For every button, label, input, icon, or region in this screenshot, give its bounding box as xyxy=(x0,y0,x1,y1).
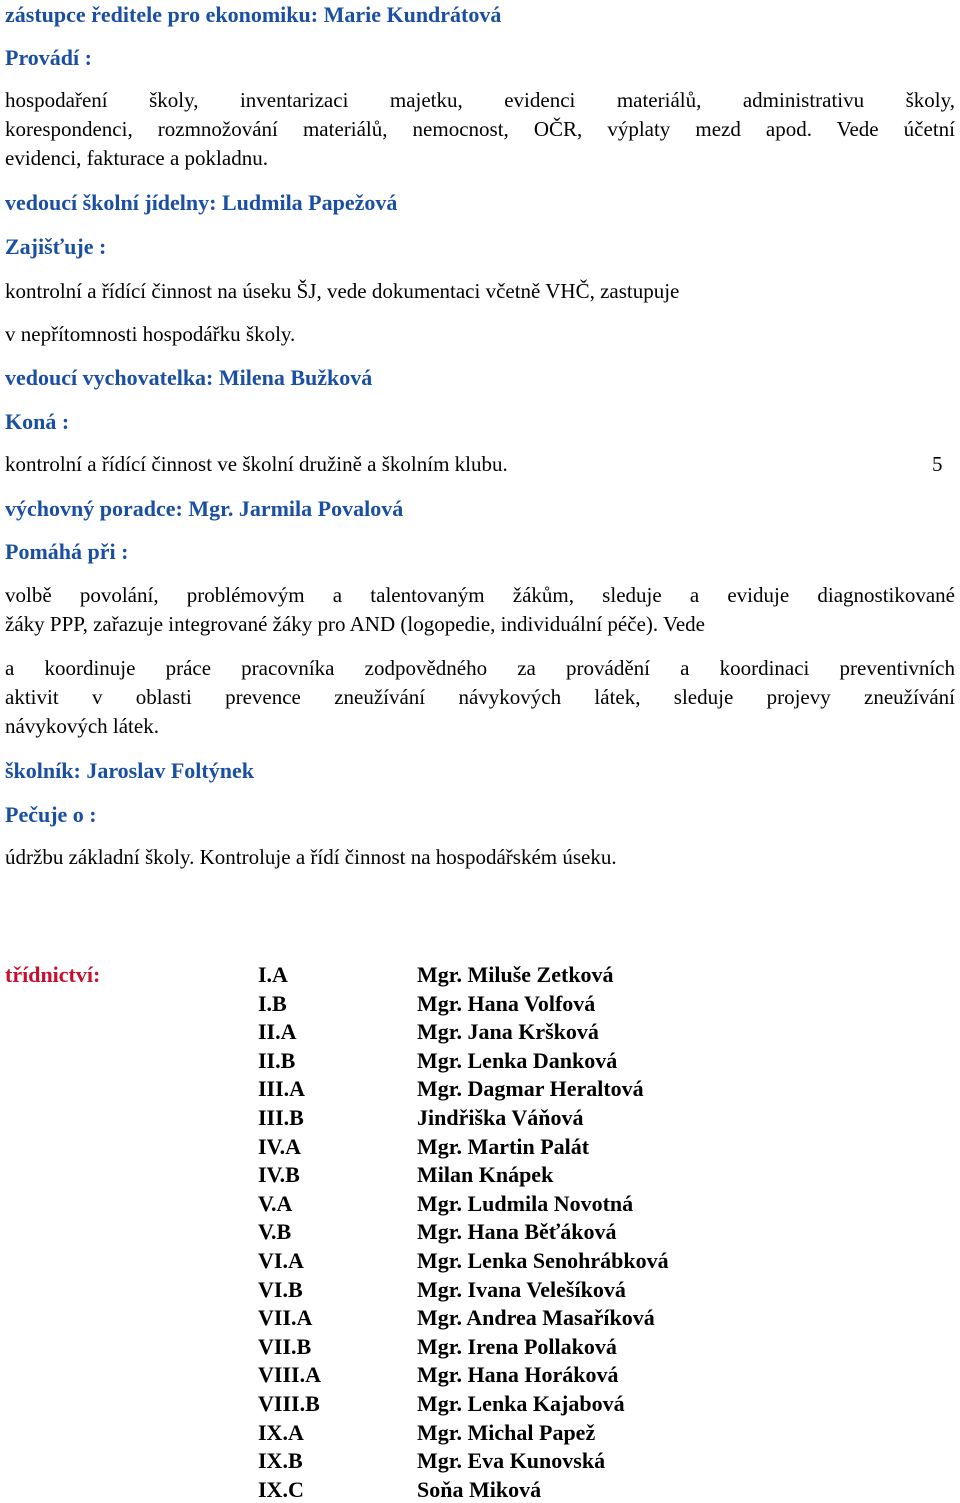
class-name: VIII.B xyxy=(258,1391,320,1416)
class-name: VII.B xyxy=(258,1334,312,1359)
class-name: VIII.A xyxy=(258,1362,321,1387)
class-name: V.B xyxy=(258,1219,292,1244)
class-teacher-name: Mgr. Martin Palát xyxy=(417,1134,590,1159)
class-teacher-name: Milan Knápek xyxy=(417,1162,554,1187)
class-name: I.B xyxy=(258,991,287,1016)
class-name: II.B xyxy=(258,1048,296,1073)
counselor-heading: výchovný poradce: Mgr. Jarmila Povalová xyxy=(5,496,404,521)
counselor-line-3: a koordinuje práce pracovníka zodpovědného za provádění a koordinaci preventivních xyxy=(5,656,955,680)
afterschool-heading: vedoucí vychovatelka: Milena Bužková xyxy=(5,365,373,390)
canteen-line-2: v nepřítomnosti hospodářku školy. xyxy=(5,322,296,346)
class-teacher-name: Mgr. Ludmila Novotná xyxy=(417,1191,634,1216)
economics-line-1: hospodaření školy, inventarizaci majetku, evidenci materiálů, administrativu školy, xyxy=(5,88,955,112)
counselor-line-1: volbě povolání, problémovým a talentovaným žákům, sleduje a eviduje diagnostikované xyxy=(5,583,955,607)
class-teacher-name: Mgr. Hana Běťáková xyxy=(417,1219,617,1244)
afterschool-line-1: kontrolní a řídící činnost ve školní družině a školním klubu. xyxy=(5,452,508,476)
class-teacher-name: Mgr. Lenka Kajabová xyxy=(417,1391,625,1416)
class-name: VI.A xyxy=(258,1248,304,1273)
afterschool-sublabel: Koná : xyxy=(5,409,70,434)
class-name: VII.A xyxy=(258,1305,313,1330)
class-name: V.A xyxy=(258,1191,293,1216)
class-teacher-name: Mgr. Dagmar Heraltová xyxy=(417,1076,644,1101)
counselor-line-2: žáky PPP, zařazuje integrované žáky pro AND (logopedie, individuální péče). Vede xyxy=(5,612,705,636)
economics-heading: zástupce ředitele pro ekonomiku: Marie Kundrátová xyxy=(5,2,502,27)
class-name: IX.A xyxy=(258,1420,304,1445)
counselor-line-4: aktivit v oblasti prevence zneužívání návykových látek, sleduje projevy zneužívání xyxy=(5,685,955,709)
class-teacher-name: Mgr. Michal Papež xyxy=(417,1420,596,1445)
page-number: 5 xyxy=(932,452,943,476)
class-name: I.A xyxy=(258,962,288,987)
class-name: II.A xyxy=(258,1019,297,1044)
class-teacher-name: Mgr. Ivana Velešíková xyxy=(417,1277,626,1302)
canteen-sublabel: Zajišťuje : xyxy=(5,234,107,259)
canteen-line-1: kontrolní a řídící činnost na úseku ŠJ, vede dokumentaci včetně VHČ, zastupuje xyxy=(5,279,680,303)
class-name: III.A xyxy=(258,1076,306,1101)
caretaker-line-1: údržbu základní školy. Kontroluje a řídí činnost na hospodářském úseku. xyxy=(5,845,617,869)
class-name: IX.B xyxy=(258,1448,303,1473)
class-teacher-name: Jindřiška Váňová xyxy=(417,1105,584,1130)
class-name: III.B xyxy=(258,1105,304,1130)
class-teacher-name: Mgr. Irena Pollaková xyxy=(417,1334,617,1359)
economics-line-2: korespondenci, rozmnožování materiálů, nemocnost, OČR, výplaty mezd apod. Vede účetní xyxy=(5,117,955,141)
class-name: VI.B xyxy=(258,1277,303,1302)
caretaker-sublabel: Pečuje o : xyxy=(5,802,97,827)
class-name: IV.A xyxy=(258,1134,302,1159)
counselor-sublabel: Pomáhá při : xyxy=(5,539,129,564)
class-teacher-name: Mgr. Miluše Zetková xyxy=(417,962,614,987)
class-teacher-name: Mgr. Hana Horáková xyxy=(417,1362,619,1387)
class-teacher-name: Mgr. Lenka Danková xyxy=(417,1048,618,1073)
economics-sublabel: Provádí : xyxy=(5,45,92,70)
canteen-heading: vedoucí školní jídelny: Ludmila Papežová xyxy=(5,190,398,215)
class-teacher-name: Mgr. Andrea Masaříková xyxy=(417,1305,655,1330)
class-teacher-name: Mgr. Jana Kršková xyxy=(417,1019,599,1044)
class-teacher-name: Mgr. Eva Kunovská xyxy=(417,1448,606,1473)
counselor-line-5: návykových látek. xyxy=(5,714,159,738)
caretaker-heading: školník: Jaroslav Foltýnek xyxy=(5,758,254,783)
class-teacher-name: Mgr. Lenka Senohrábková xyxy=(417,1248,669,1273)
class-teacher-name: Soňa Miková xyxy=(417,1477,542,1502)
class-name: IX.C xyxy=(258,1477,304,1502)
class-teachers-label: třídnictví: xyxy=(5,962,101,987)
class-teacher-name: Mgr. Hana Volfová xyxy=(417,991,596,1016)
economics-line-3: evidenci, fakturace a pokladnu. xyxy=(5,146,268,170)
class-name: IV.B xyxy=(258,1162,300,1187)
